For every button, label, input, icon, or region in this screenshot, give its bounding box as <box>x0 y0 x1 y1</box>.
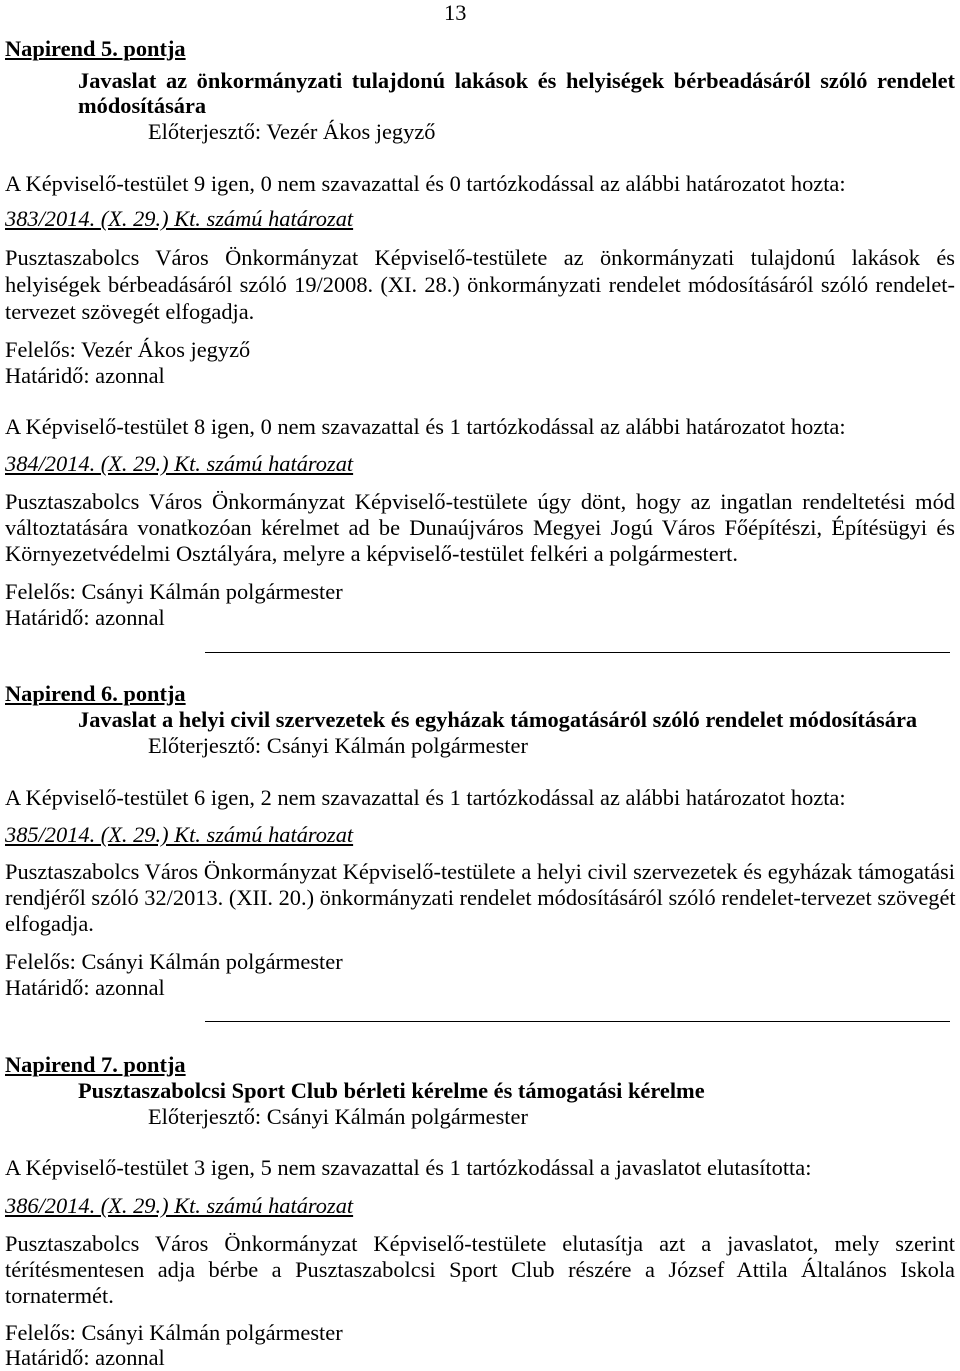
resolution-text-line: térítésmentesen adja bérbe a Pusztaszabolcsi Sport Club részére a József Attila Általános Iskola <box>5 1257 955 1282</box>
resolution-number: 385/2014. (X. 29.) Kt. számú határozat <box>5 822 354 847</box>
agenda-item-label: Napirend 6. pontja <box>5 681 186 706</box>
resolution-number: 383/2014. (X. 29.) Kt. számú határozat <box>5 206 354 231</box>
vote-statement: A Képviselő-testület 6 igen, 2 nem szavazattal és 1 tartózkodással az alábbi határozatot hozta: <box>5 785 846 810</box>
responsible-line: Felelős: Vezér Ákos jegyző <box>5 337 251 362</box>
resolution-text-line: változtatására vonatkozóan kérelmet ad be Dunaújváros Megyei Jogú Város Főépítészi, Építésügyi és <box>5 515 955 540</box>
agenda-item-title-line: módosítására <box>78 93 207 118</box>
responsible-line: Felelős: Csányi Kálmán polgármester <box>5 1320 343 1345</box>
vote-statement: A Képviselő-testület 3 igen, 5 nem szavazattal és 1 tartózkodással a javaslatot elutasította: <box>5 1155 812 1180</box>
responsible-line: Felelős: Csányi Kálmán polgármester <box>5 949 343 974</box>
deadline-line: Határidő: azonnal <box>5 975 165 1000</box>
resolution-text-line: Környezetvédelmi Osztályára, melyre a képviselő-testület felkéri a polgármestert. <box>5 541 738 566</box>
resolution-text-line: helyiségek bérbeadásáról szóló 19/2008. (XI. 28.) önkormányzati rendelet módosításáról szóló rendelet- <box>5 272 955 297</box>
deadline-line: Határidő: azonnal <box>5 363 165 388</box>
agenda-item-title-line: Pusztaszabolcsi Sport Club bérleti kérelme és támogatási kérelme <box>78 1078 705 1103</box>
deadline-line: Határidő: azonnal <box>5 1345 165 1370</box>
resolution-text-line: tervezet szövegét elfogadja. <box>5 299 255 324</box>
agenda-item-label: Napirend 7. pontja <box>5 1052 186 1077</box>
resolution-text-line: Pusztaszabolcs Város Önkormányzat Képviselő-testülete elutasítja azt a javaslatot, mely szerint <box>5 1231 955 1256</box>
vote-statement: A Képviselő-testület 8 igen, 0 nem szavazattal és 1 tartózkodással az alábbi határozatot hozta: <box>5 414 846 439</box>
resolution-text-line: tornatermét. <box>5 1283 114 1308</box>
section-divider <box>205 1021 950 1022</box>
responsible-line: Felelős: Csányi Kálmán polgármester <box>5 579 343 604</box>
vote-statement: A Képviselő-testület 9 igen, 0 nem szavazattal és 0 tartózkodással az alábbi határozatot hozta: <box>5 171 846 196</box>
presenter-line: Előterjesztő: Csányi Kálmán polgármester <box>148 733 528 758</box>
agenda-item-label: Napirend 5. pontja <box>5 36 186 61</box>
resolution-text-line: Pusztaszabolcs Város Önkormányzat Képviselő-testülete az önkormányzati tulajdonú lakások és <box>5 245 955 270</box>
resolution-text-line: Pusztaszabolcs Város Önkormányzat Képviselő-testülete a helyi civil szervezetek és egyházak támogatási <box>5 859 955 884</box>
agenda-item-title-line: Javaslat az önkormányzati tulajdonú lakások és helyiségek bérbeadásáról szóló rendelet <box>78 68 955 93</box>
resolution-text-line: elfogadja. <box>5 911 94 936</box>
resolution-number: 384/2014. (X. 29.) Kt. számú határozat <box>5 451 354 476</box>
agenda-item-title-line: Javaslat a helyi civil szervezetek és egyházak támogatásáról szóló rendelet módosítására <box>78 707 918 732</box>
section-divider <box>205 652 950 653</box>
presenter-line: Előterjesztő: Csányi Kálmán polgármester <box>148 1104 528 1129</box>
page-number: 13 <box>444 0 467 25</box>
presenter-line: Előterjesztő: Vezér Ákos jegyző <box>148 119 436 144</box>
resolution-text-line: Pusztaszabolcs Város Önkormányzat Képviselő-testülete úgy dönt, hogy az ingatlan rendeltetési mód <box>5 489 955 514</box>
resolution-number: 386/2014. (X. 29.) Kt. számú határozat <box>5 1193 354 1218</box>
deadline-line: Határidő: azonnal <box>5 605 165 630</box>
resolution-text-line: rendjéről szóló 32/2013. (XII. 20.) önkormányzati rendelet módosításáról szóló rendelet-tervezet szövegét <box>5 885 956 910</box>
